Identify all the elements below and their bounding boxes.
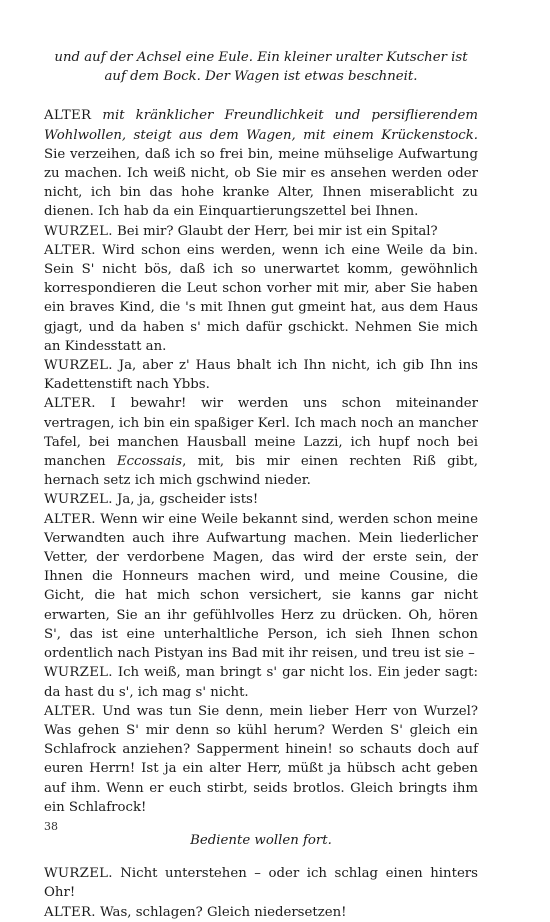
speech-wurzel-5	[44, 864, 478, 902]
stage-direction-inline: mit kränklicher Freundlichkeit und persiflierendem Wohlwollen, steigt aus dem Wagen, mit einem Krückenstock.	[44, 108, 478, 143]
speaker-name: ALTER	[44, 108, 92, 124]
speech-text: I bewahr! wir werden uns schon miteinander vertragen, ich bin ein spaßiger Kerl. Ich mach noch an mancher Tafel, bei manchen Hausball meine Lazzi, ich hupf noch bei manchen	[44, 396, 478, 470]
speech-italic-word: Eccossais	[116, 454, 183, 470]
speech-text: Bei mir? Glaubt der Herr, bei mir ist ein Spital?	[116, 223, 438, 239]
speaker-name: ALTER.	[44, 904, 96, 920]
speaker-name: ALTER.	[44, 242, 96, 258]
speech-wurzel-4	[44, 663, 478, 701]
speech-wurzel-2	[44, 356, 478, 394]
speaker-name: ALTER.	[44, 703, 96, 719]
stage-direction-top: und auf der Achsel eine Eule. Ein kleiner uralter Kutscher ist auf dem Bock. Der Wagen ist etwas beschneit.	[54, 50, 468, 85]
book-page-text	[44, 48, 478, 922]
speech-text: Was, schlagen? Gleich niedersetzen!	[100, 904, 347, 920]
speech-alter-5	[44, 702, 478, 817]
speech-text: Wird schon eins werden, wenn ich eine Weile da bin. Sein S' nicht bös, daß ich so unerwartet komm, gewöhnlich korrespondieren die Leut schon vorher mit mir, aber Sie haben ein braves Kind, die 's mit Ihnen gut gmeint hat, aus dem Haus gjagt, und da haben s' mich dafür gschickt. Nehmen Sie mich an Kindesstatt an.	[44, 242, 478, 354]
speech-wurzel-1	[44, 222, 478, 241]
speaker-name: WURZEL.	[44, 866, 113, 882]
speech-text-comma: ,	[182, 454, 187, 470]
speech-text: Ich weiß, man bringt s' gar nicht los. Ein jeder sagt: da hast du s', ich mag s' nicht.	[44, 665, 478, 700]
speech-alter-3	[44, 394, 478, 490]
page-number: 38	[44, 820, 58, 833]
speech-text: Sie verzeihen, daß ich so frei bin, meine mühselige Aufwartung zu machen. Ich weiß nicht, ob Sie mir es ansehen werden oder nicht, ich bin das hohe kranke Alter, Ihnen miserablicht zu dienen. Ich hab da ein Einquartierungszettel bei Ihnen.	[44, 146, 478, 220]
speech-text: Ja, ja, gscheider ists!	[116, 492, 259, 508]
speech-text: Ja, aber z' Haus bhalt ich Ihn nicht, ich gib Ihn ins Kadettenstift nach Ybbs.	[44, 358, 478, 393]
speech-text: mit, bis mir einen rechten Riß gibt, hernach setz ich mich gschwind nieder.	[44, 454, 478, 489]
speech-alter-6	[44, 903, 478, 922]
speaker-name: WURZEL.	[44, 358, 113, 374]
speaker-name: ALTER.	[44, 396, 96, 412]
speaker-name: ALTER.	[44, 511, 96, 527]
speaker-name: WURZEL.	[44, 223, 113, 239]
speech-alter-2	[44, 241, 478, 356]
speaker-name: WURZEL.	[44, 665, 113, 681]
speech-alter-1	[44, 106, 478, 221]
speech-text: Und was tun Sie denn, mein lieber Herr von Wurzel? Was gehen S' mir denn so kühl herum? Werden S' gleich ein Schlafrock anziehen? Sapperment hinein! so schauts doch auf euren Herrn! Ist ja ein alter Herr, müßt ja hübsch acht geben auf ihm. Wenn er euch stirbt, seids brotlos. Gleich bringts ihm ein Schlafrock!	[44, 703, 478, 815]
speaker-name: WURZEL.	[44, 492, 113, 508]
speech-wurzel-3	[44, 490, 478, 509]
speech-alter-4	[44, 510, 478, 664]
speech-text: Wenn wir eine Weile bekannt sind, werden schon meine Verwandten auch ihre Aufwartung machen. Mein liederlicher Vetter, der verdorbene Magen, das wird der erste sein, der Ihnen die Honneurs machen wird, und meine Cousine, die Gicht, die hat mich schon versichert, sie kanns gar nicht erwarten, Sie an ihr gefühlvolles Herz zu drücken. Oh, hören S', das ist eine unterhaltliche Person, ich sieh Ihnen schon ordentlich nach Pistyan ins Bad mit ihr reisen, und treu ist sie –	[44, 511, 478, 662]
speech-text: Nicht unterstehen – oder ich schlag einen hinters Ohr!	[44, 866, 478, 901]
stage-direction-middle: Bediente wollen fort.	[190, 832, 332, 848]
